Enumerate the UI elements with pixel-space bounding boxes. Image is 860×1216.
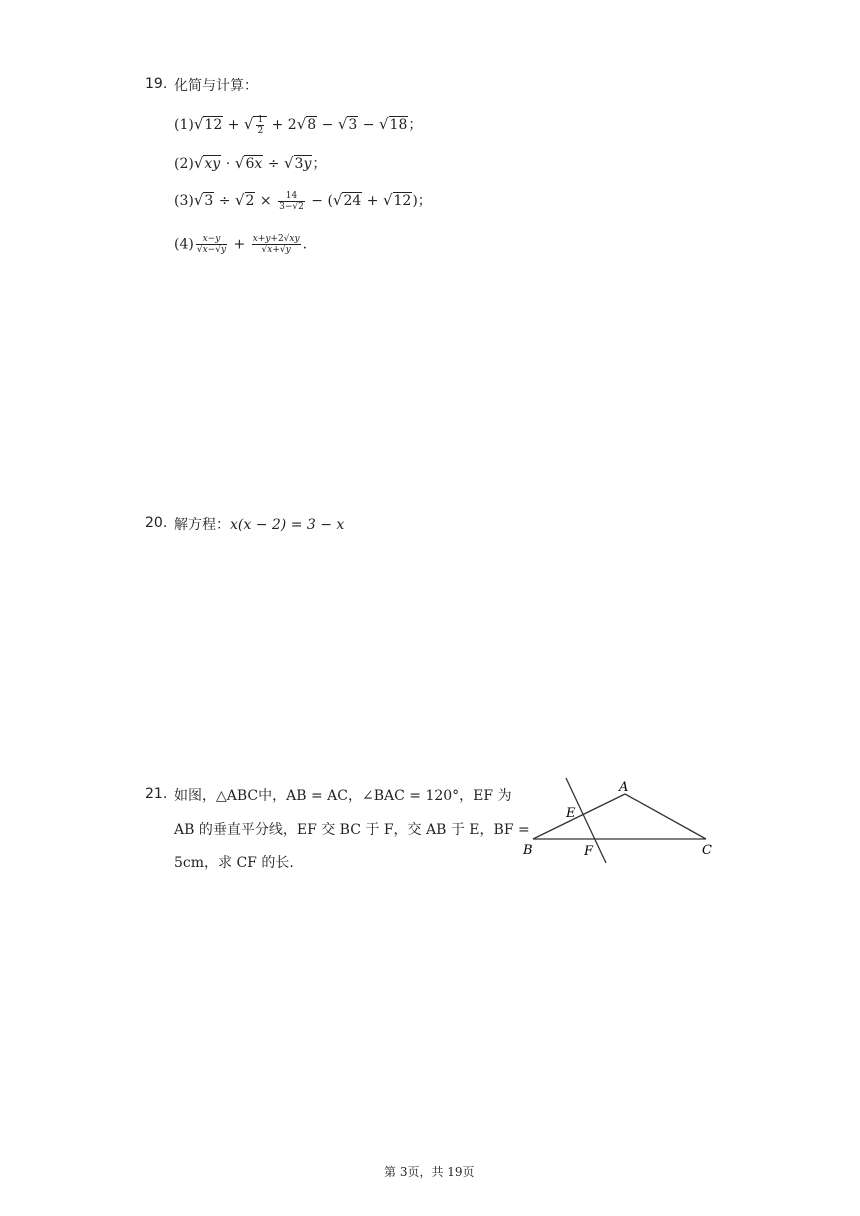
q19-number: 19.	[145, 76, 168, 92]
q21-line-3: 5cm，求 CF 的长.	[174, 855, 294, 871]
page-footer: 第 3页，共 19页	[384, 1165, 475, 1179]
q19-item-2: (2)√xy ⋅ √6x ÷ √3y；	[174, 154, 327, 172]
q19-item-3: (3)√3 ÷ √2 × $\frac{14}{3-√2}$ − (√24 + √12)；	[174, 190, 432, 212]
segment-ab	[533, 794, 625, 839]
q19-item-1: (1)√12 + √ $\frac{1}{2}$ + 2√8 − √3 − √18；	[174, 114, 423, 136]
q20-equation: x(x − 2) = 3 − x	[230, 517, 345, 533]
q19-item-4: (4) $\frac{x-y}{√x-√y}$ + $\frac{x+y+2√xy}{√x+√y}$ .	[174, 234, 308, 255]
label-f: F	[584, 844, 594, 859]
q21-line-1: 如图，△ABC中，AB = AC，∠BAC = 120°，EF 为	[174, 788, 512, 804]
q21-number: 21.	[145, 786, 168, 802]
label-a: A	[619, 780, 629, 795]
q20-number: 20.	[145, 515, 168, 531]
label-c: C	[702, 843, 712, 858]
segment-ac	[625, 794, 706, 839]
q21-line-2: AB 的垂直平分线，EF 交 BC 于 F，交 AB 于 E，BF =	[174, 822, 530, 838]
label-e: E	[566, 806, 576, 821]
label-b: B	[523, 843, 533, 858]
q21-triangle-figure	[515, 772, 725, 872]
q20-title: 解方程：x(x − 2) = 3 − x	[174, 517, 345, 533]
q19-title: 化简与计算：	[174, 78, 258, 94]
